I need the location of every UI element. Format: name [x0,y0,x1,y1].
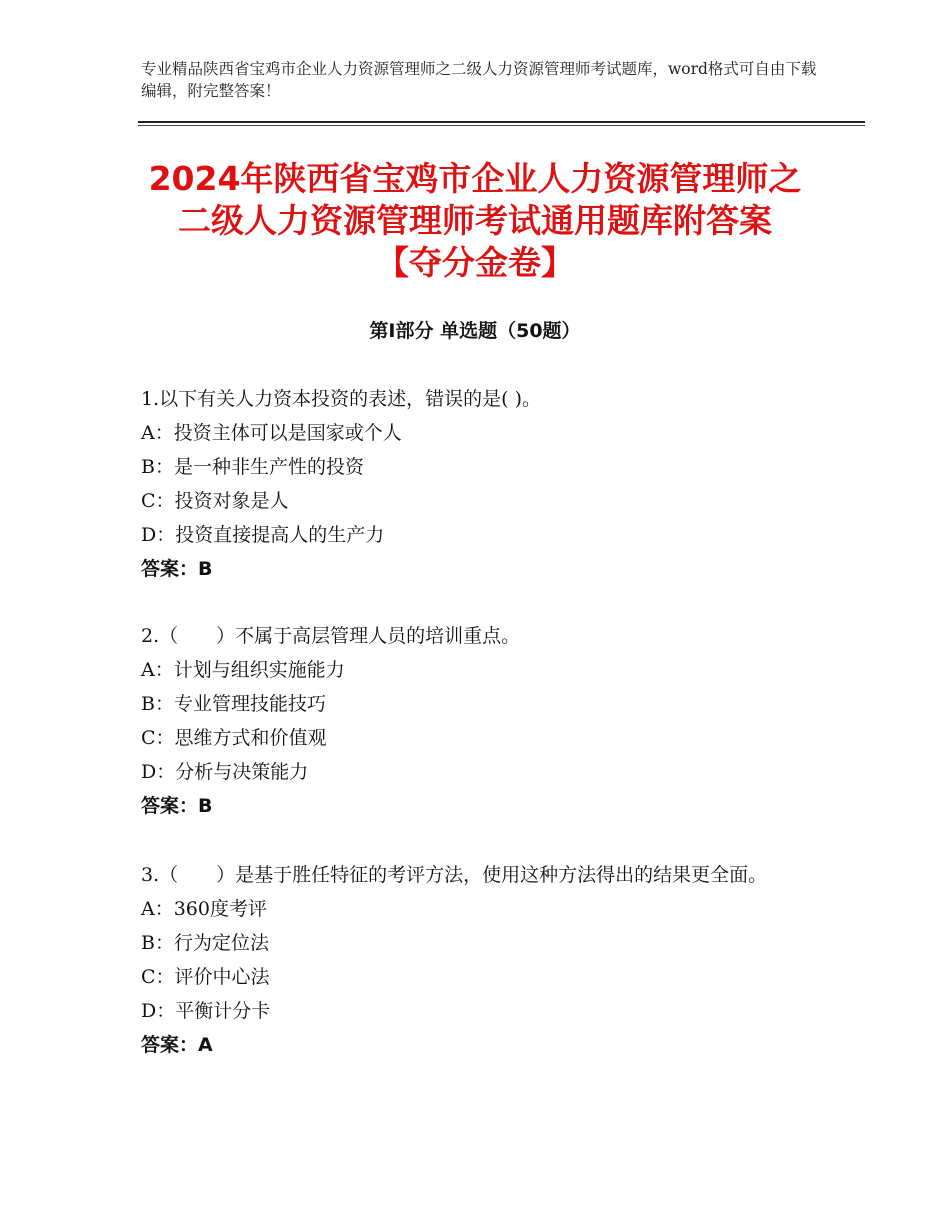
question-2-option-d: D：分析与决策能力 [141,761,309,783]
question-3-option-b: B：行为定位法 [141,932,269,954]
question-3-stem: 3.（ ）是基于胜任特征的考评方法，使用这种方法得出的结果更全面。 [141,864,768,886]
question-2-option-b: B：专业管理技能技巧 [141,693,326,715]
section-title: 第Ⅰ部分 单选题（50题） [369,320,581,342]
question-1 [141,382,821,586]
document-title [100,158,850,284]
question-3 [141,858,801,1062]
question-1-option-a: A：投资主体可以是国家或个人 [141,422,402,444]
question-2 [141,619,821,823]
question-1-option-d: D：投资直接提高人的生产力 [141,524,385,546]
question-3-option-c: C：评价中心法 [141,966,270,988]
title-line-2: 二级人力资源管理师考试通用题库附答案 [178,201,772,240]
question-2-option-a: A：计划与组织实施能力 [141,659,345,681]
title-line-1: 2024年陕西省宝鸡市企业人力资源管理师之 [148,159,802,198]
question-1-answer: 答案：B [141,558,213,580]
header-note: 专业精品陕西省宝鸡市企业人力资源管理师之二级人力资源管理师考试题库，word格式可自由下载编辑，附完整答案！ [141,60,817,100]
question-2-answer: 答案：B [141,795,213,817]
question-2-option-c: C：思维方式和价值观 [141,727,327,749]
header-rule-thick [138,121,865,123]
question-3-answer: 答案：A [141,1034,213,1056]
title-line-3: 【夺分金卷】 [376,243,574,282]
question-3-option-a: A：360度考评 [141,898,267,920]
question-1-stem: 1.以下有关人力资本投资的表述，错误的是( )。 [141,388,541,410]
question-1-option-c: C：投资对象是人 [141,490,289,512]
question-1-option-b: B：是一种非生产性的投资 [141,456,364,478]
question-2-stem: 2.（ ）不属于高层管理人员的培训重点。 [141,625,521,647]
question-3-option-d: D：平衡计分卡 [141,1000,271,1022]
header-rule-thin [138,125,865,126]
